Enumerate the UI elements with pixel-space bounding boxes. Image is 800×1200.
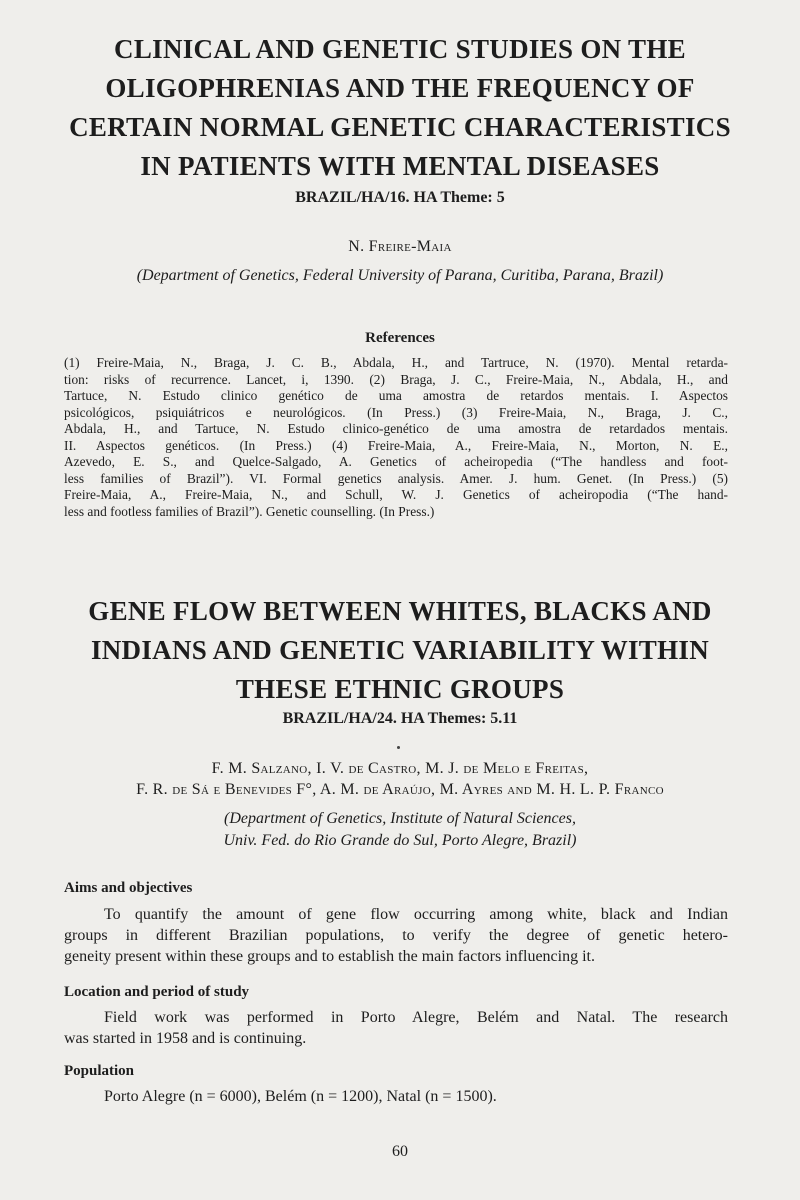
reference-line: Freire-Maia, A., Freire-Maia, N., and Schull, W. J. Genetics of acheiropodia (“The hand-: [64, 487, 728, 502]
section-body-aims: [64, 904, 728, 967]
article1-title-line: CERTAIN NORMAL GENETIC CHARACTERISTICS: [69, 112, 731, 142]
article1-code: BRAZIL/HA/16. HA Theme: 5: [295, 189, 505, 206]
paragraph-line: Field work was performed in Porto Alegre, Belém and Natal. The research: [104, 1009, 728, 1026]
decorative-dot: [397, 746, 400, 749]
reference-line: Abdala, H., and Tartuce, N. Estudo clinico-genético de uma amostra de retardados mentais.: [64, 421, 728, 436]
section-heading-location: Location and period of study: [64, 984, 250, 1000]
article1-title-line: OLIGOPHRENIAS AND THE FREQUENCY OF: [105, 73, 695, 103]
reference-line: tion: risks of recurrence. Lancet, i, 1390. (2) Braga, J. C., Freire-Maia, N., Abdala, H., and: [64, 371, 728, 387]
paragraph-line: To quantify the amount of gene flow occurring among white, black and Indian: [104, 906, 728, 923]
article2-authors-line: F. M. Salzano, I. V. de Castro, M. J. de Melo e Freitas,: [211, 760, 589, 777]
section-body-location: [64, 1007, 728, 1049]
article1-authors: N. Freire-Maia: [348, 238, 452, 255]
reference-line: II. Aspectos genéticos. (In Press.) (4) Freire-Maia, A., Freire-Maia, N., Morton, N. E.,: [64, 437, 728, 453]
article1-affiliation-line: (Department of Genetics, Federal University of Parana, Curitiba, Parana, Brazil): [136, 267, 664, 284]
article2-title-line: INDIANS AND GENETIC VARIABILITY WITHIN: [90, 635, 710, 665]
paragraph-line: Porto Alegre (n = 6000), Belém (n = 1200), Natal (n = 1500).: [104, 1088, 497, 1105]
article2-affiliation: [0, 808, 800, 852]
reference-line: less and footless families of Brazil”). Genetic counselling. (In Press.): [64, 503, 435, 519]
references-heading: References: [365, 330, 435, 346]
article2-authors-line: F. R. de Sá e Benevides F°, A. M. de Araújo, M. Ayres and M. H. L. P. Franco: [136, 781, 664, 798]
reference-line: less families of Brazil”). VI. Formal genetics analysis. Amer. J. hum. Genet. (In Press.) (5): [64, 470, 728, 486]
section-heading-population: Population: [64, 1063, 135, 1079]
section-heading-aims: Aims and objectives: [64, 880, 193, 896]
article2-title-line: GENE FLOW BETWEEN WHITES, BLACKS AND: [88, 596, 712, 626]
reference-line: psicológicos, psiquiátricos e neurológicos. (In Press.) (3) Freire-Maia, N., Braga, J. C.,: [64, 404, 728, 420]
article2-title-line: THESE ETHNIC GROUPS: [235, 674, 565, 704]
article1-title-line: IN PATIENTS WITH MENTAL DISEASES: [140, 151, 660, 181]
reference-line: Tartuce, N. Estudo clinico genético de uma amostra de retardos mentais. I. Aspectos: [64, 388, 728, 403]
reference-line: (1) Freire-Maia, N., Braga, J. C. B., Abdala, H., and Tartruce, N. (1970). Mental retarda-: [64, 355, 728, 370]
section-body-population: [64, 1086, 728, 1107]
article2-code: BRAZIL/HA/24. HA Themes: 5.11: [282, 710, 518, 727]
article2-title: [40, 592, 760, 709]
paragraph-line: groups in different Brazilian populations, to verify the degree of genetic hetero-: [64, 927, 728, 944]
article2-affiliation-line: Univ. Fed. do Rio Grande do Sul, Porto Alegre, Brazil): [223, 832, 577, 849]
reference-line: Azevedo, E. S., and Quelce-Salgado, A. Genetics of acheiropedia (“The handless and foot-: [64, 454, 728, 469]
paragraph-line: was started in 1958 and is continuing.: [64, 1030, 307, 1047]
article1-title: [40, 30, 760, 186]
article2-affiliation-line: (Department of Genetics, Institute of Natural Sciences,: [224, 810, 576, 827]
article1-title-line: CLINICAL AND GENETIC STUDIES ON THE: [114, 34, 686, 64]
paragraph-line: geneity present within these groups and to establish the main factors influencing it.: [64, 948, 595, 965]
article1-affiliation: [0, 265, 800, 287]
page-number: 60: [392, 1143, 408, 1160]
references-list: [64, 355, 728, 520]
